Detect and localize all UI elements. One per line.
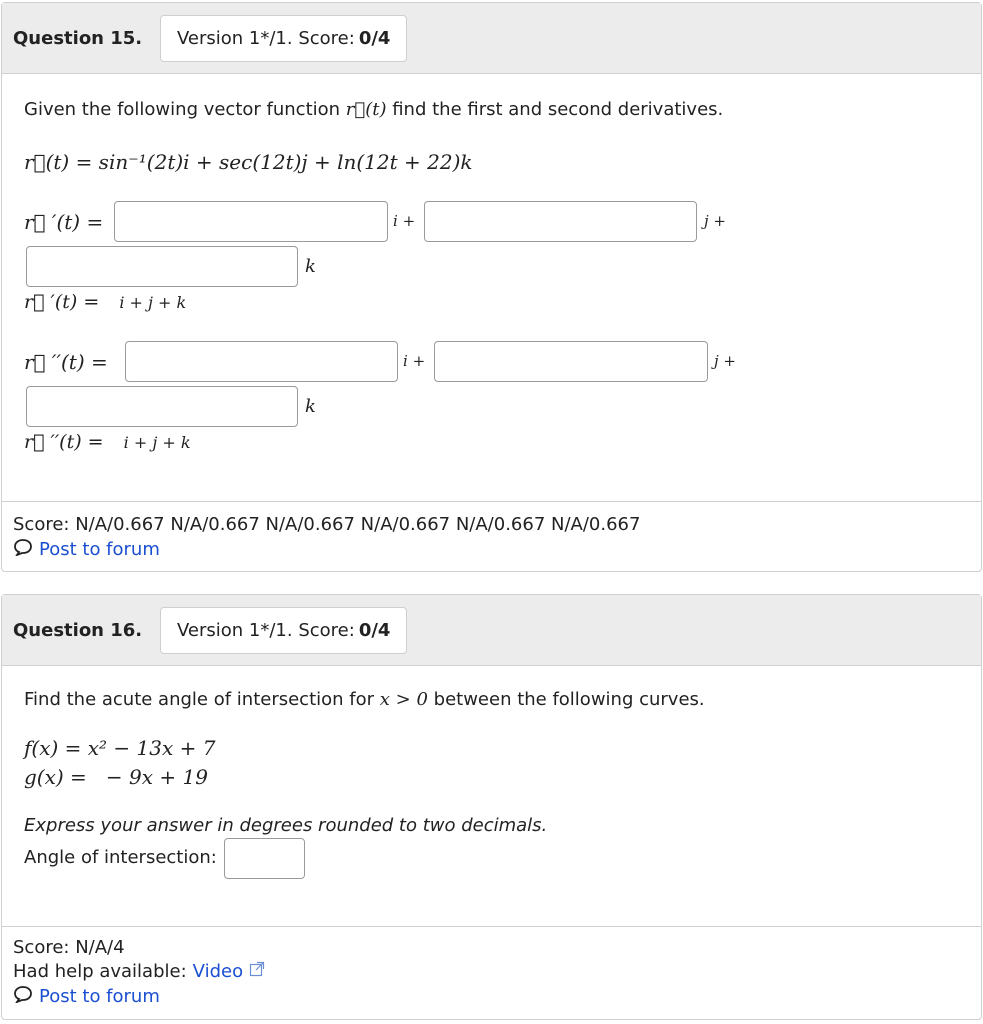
j-plus-label: j +	[704, 212, 726, 230]
first-derivative-preview	[24, 291, 186, 313]
version-score: 0/4	[358, 28, 391, 49]
question-16-title: Question 16.	[13, 620, 143, 641]
question-16-footer	[2, 926, 981, 1019]
j-plus-label-2: j +	[714, 352, 736, 370]
k-label: k	[305, 256, 316, 277]
first-derivative-i-input[interactable]	[114, 201, 388, 242]
question-15-prompt	[24, 99, 723, 120]
preview-label: r⃗ ′(t) =	[24, 291, 100, 313]
question-16-prompt	[24, 689, 705, 710]
post-to-forum-label[interactable]: Post to forum	[39, 986, 160, 1007]
prompt-text-pre: Given the following vector function	[24, 99, 341, 120]
angle-label: Angle of intersection:	[24, 847, 217, 868]
help-label: Had help available:	[13, 961, 187, 982]
f-equation: f(x) = x² − 13x + 7	[24, 736, 216, 760]
post-to-forum-link[interactable]	[13, 538, 160, 561]
help-available-row	[13, 961, 265, 982]
question-15-card	[1, 2, 982, 572]
comment-icon	[13, 538, 33, 561]
comment-icon	[13, 985, 33, 1008]
prompt-text-pre: Find the acute angle of intersection for	[24, 689, 375, 710]
second-derivative-j-input[interactable]	[434, 341, 708, 382]
prompt-condition: x > 0	[379, 689, 428, 710]
preview-label-2: r⃗ ′′(t) =	[24, 431, 104, 453]
question-15-score: Score: N/A/0.667 N/A/0.667 N/A/0.667 N/A/0.667 N/A/0.667 N/A/0.667	[13, 514, 641, 535]
external-link-icon[interactable]	[249, 961, 265, 982]
first-derivative-k-input[interactable]	[26, 246, 298, 287]
g-equation: g(x) = − 9x + 19	[24, 765, 208, 789]
post-to-forum-label[interactable]: Post to forum	[39, 539, 160, 560]
prompt-text-post: between the following curves.	[433, 689, 705, 710]
angle-input[interactable]	[224, 838, 305, 879]
second-derivative-preview	[24, 431, 191, 453]
second-derivative-i-input[interactable]	[125, 341, 398, 382]
vector-function-equation: r⃗(t) = sin⁻¹(2t)i + sec(12t)j + ln(12t + 22)k	[24, 150, 473, 174]
question-16-header	[2, 595, 981, 666]
question-16-card	[1, 594, 982, 1020]
second-derivative-label: r⃗ ′′(t) =	[24, 350, 108, 374]
answer-instruction: Express your answer in degrees rounded to two decimals.	[24, 815, 548, 836]
version-label: Version 1*/1. Score:	[177, 620, 355, 641]
video-link[interactable]: Video	[192, 961, 244, 982]
k-label-2: k	[305, 396, 316, 417]
version-score: 0/4	[358, 620, 391, 641]
question-15-footer	[2, 501, 981, 571]
question-16-score: Score: N/A/4	[13, 937, 125, 958]
i-plus-label-2: i +	[403, 352, 426, 370]
prompt-function: r⃗(t)	[345, 99, 387, 120]
prompt-text-post: find the first and second derivatives.	[392, 99, 724, 120]
question-15-header	[2, 3, 981, 74]
question-16-version-badge	[160, 607, 407, 654]
question-15-title: Question 15.	[13, 28, 143, 49]
post-to-forum-link-16[interactable]	[13, 985, 160, 1008]
second-derivative-k-input[interactable]	[26, 386, 298, 427]
preview-terms: i + j + k	[119, 293, 187, 312]
preview-terms-2: i + j + k	[123, 433, 191, 452]
first-derivative-label: r⃗ ′(t) =	[24, 210, 104, 234]
first-derivative-j-input[interactable]	[424, 201, 697, 242]
question-15-version-badge	[160, 15, 407, 62]
i-plus-label: i +	[393, 212, 416, 230]
version-label: Version 1*/1. Score:	[177, 28, 355, 49]
